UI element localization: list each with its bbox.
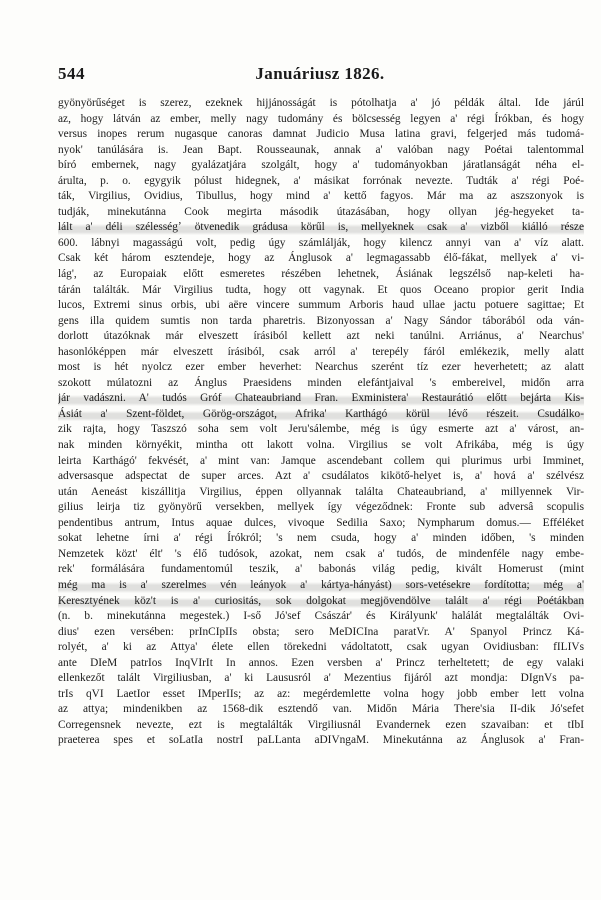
text-line: lág', az Europaiak előtt esmeretes részében lehetnek, Ásiának legszélső nap-keleti ha-: [58, 268, 584, 281]
text-line: bíró embernek, nagy gyalázatjára szolgált, hogy a' tudományokban járatlanságát néha el-: [58, 159, 584, 172]
text-line: versus inopes rerum nugasque canoras damnat Judicio Musa latina gravi, felgerjed más tudomá-: [58, 128, 584, 141]
body-text: [58, 96, 584, 749]
text-line: adversasque adspectat de super arces. Azt a' csudálatos kikötő-helyet is, a' hová a' szélvész: [58, 470, 584, 483]
text-line: dius' ezen versében: prInCIpIIs obsta; sero MeDICIna paratVr. A' Spanyol Princz Ká-: [58, 625, 584, 638]
text-line: nak minden környékit, mintha ott lakott volna. Virgilius se volt Afrikába, még is úgy: [58, 439, 584, 452]
text-line: praeterea spes et soLatIa nostrI paLLanta aDIVngaM. Minekutánna az Ánglusok a' Fran-: [58, 734, 584, 747]
text-line: Csak két három esztendeje, hogy az Ánglusok a' legmagassabb élő-fákat, mellyek a' vi-: [58, 252, 584, 265]
running-head: Januáriusz 1826.: [255, 64, 385, 83]
text-line: ante DIeM patrIos InqVIrIt In annos. Ezen versben a' Princz terheltetett; de egy valaki: [58, 656, 584, 669]
text-line: ták, Virgilius, Ovidius, Tibullus, hogy mind a' kettő fagyos. Már ma az aszszonyok is: [58, 190, 584, 203]
text-line: az, hogy látván az ember, melly nagy tudomány és bölcsesség legyen a' régi Írókban, és hogy: [58, 112, 584, 125]
text-line: trIs qVI LaetIor esset IMperIIs; az az: megérdemlette volna hogy jobb ember lett volna: [58, 687, 584, 700]
text-line: nyok' tanúlására is. Jean Bapt. Rousseaunak, annak a' valóban nagy Poétai talentommal: [58, 143, 584, 156]
text-line: Nemzetek közt' élt' 's élő tudósok, azokat, nem csak a' tudós, de mindenféle nagy embe-: [58, 547, 584, 560]
text-line: rek' formálására fundamentomúl teszik, a' babonás világ pedig, kivált Homerust (mint: [58, 563, 584, 576]
text-line: most is hét nyolcz ezer ember heverhet: Nearchus szerént tíz ezer heverhetett; az alatt: [58, 361, 584, 374]
text-line: Keresztyének köz't is a' curiositás, sok dolgokat megjövendölve talált a' régi Poétákban: [58, 594, 584, 610]
page-number: 544: [58, 64, 85, 83]
text-line: gens illa quidem sumtis non tarda pharetris. Bizonyossan a' Nagy Sándor táborából oda ván-: [58, 314, 584, 327]
text-line: Ásiát a' Szent-földet, Görög-országot, Afrika' Karthágó körül lévő részeit. Csudálko-: [58, 407, 584, 423]
text-line: zik rajta, hogy Taszszó soha sem volt Jeru'sálembe, még is úgy esmerte azt a' várost, an-: [58, 423, 584, 436]
text-line: tárán találták. Már Virgilius tudta, hogy ott vagynak. Et quos Oceano propior gerit India: [58, 283, 584, 296]
text-line: árulta, p. o. egygyik pólust hidegnek, a' másikat forrónak nevezte. Tudták a' régi Poé-: [58, 174, 584, 187]
text-line: tudják, minekutánna Cook megirta második útazásában, hogy ollyan jég-hegyeket ta-: [58, 205, 584, 218]
text-line: pendentibus antrum, Intus aquae dulces, vivoque Sedilia Saxo; Nympharum domus.— Efféléket: [58, 516, 584, 529]
text-line: 600. lábnyi magasságú volt, pedig úgy számlálják, hogy kilencz annyi van a' víz alatt.: [58, 236, 584, 249]
text-line: hasonlóképpen már elveszett írásiból, csak arról a' terepély fáról emlékezik, melly alatt: [58, 345, 584, 358]
text-line: még ma is a' szerelmes vén leányok a' kártya-hányást) sors-vetésekre fordította; még a': [58, 578, 584, 594]
text-line: gilius leirja tiz gyönyörű versekben, mellyek így végeződnek: Fronte sub adversâ scopulis: [58, 501, 584, 514]
text-line: után Aeneást kiszállitja Virgilius, éppen ollyannak találta Chateaubriand, a' millyennek Vir-: [58, 485, 584, 498]
text-line: jár vadászni. A' tudós Gróf Chateaubriand Fran. Exministera' Restaurátió előtt bejárta Kis-: [58, 391, 584, 407]
text-line: sokat lehetne írni a' régi Írókról; 's nem csuda, hogy a' minden időben, 's minden: [58, 532, 584, 545]
text-line: az attya; mindenikben az 1568-dik esztendő van. Midőn Mária There'sia II-dik Jó'sefet: [58, 703, 584, 716]
page-header: [58, 64, 582, 86]
text-line: (n. b. minekutánna megestek.) I-ső Jó'sef Császár' és Királyunk' halálát megtalálták Ovi-: [58, 610, 584, 623]
text-line: Corregensnek nevezte, ezt is megtalálták Virgiliusnál Evandernek ezen szavaiban: et tIbI: [58, 718, 584, 731]
text-line: dorlott útazóknak már elveszett írásiból kellett azt neki tanúlni. Arriánus, a' Nearchus': [58, 330, 584, 343]
text-line: leirta Karthágó' fekvését, a' mint van: Jamque ascendebant collem qui plurimus urbi Imminet,: [58, 454, 584, 467]
text-line: ellenkezőt talált Virgiliusban, a' ki Laususról a' Mezentius fijáról azt mondja: DIgnVs pa-: [58, 672, 584, 685]
text-line: gyönyörűséget is szerez, ezeknek hijjánosságát is pótolhatja a' jó példák által. Ide járúl: [58, 97, 584, 109]
text-line: lucos, Extremi sinus orbis, ubi aëre vincere summum Arboris haud ullae jactu potuere sagittae; Et: [58, 299, 584, 312]
text-line: lált a' déli szélességʼ ötvenedik grádusa körűl is, mellyeknek csak a' vizből kiálló része: [58, 220, 584, 236]
text-line: szokott múlatozni az Ánglus Praesidens minden elefántjaival 's embereivel, midőn arra: [58, 376, 584, 389]
text-line: rolyét, a' ki az Attya' élete ellen törekedni vádoltatott, csak ugyan Ovidiusban: fILIVs: [58, 641, 584, 654]
